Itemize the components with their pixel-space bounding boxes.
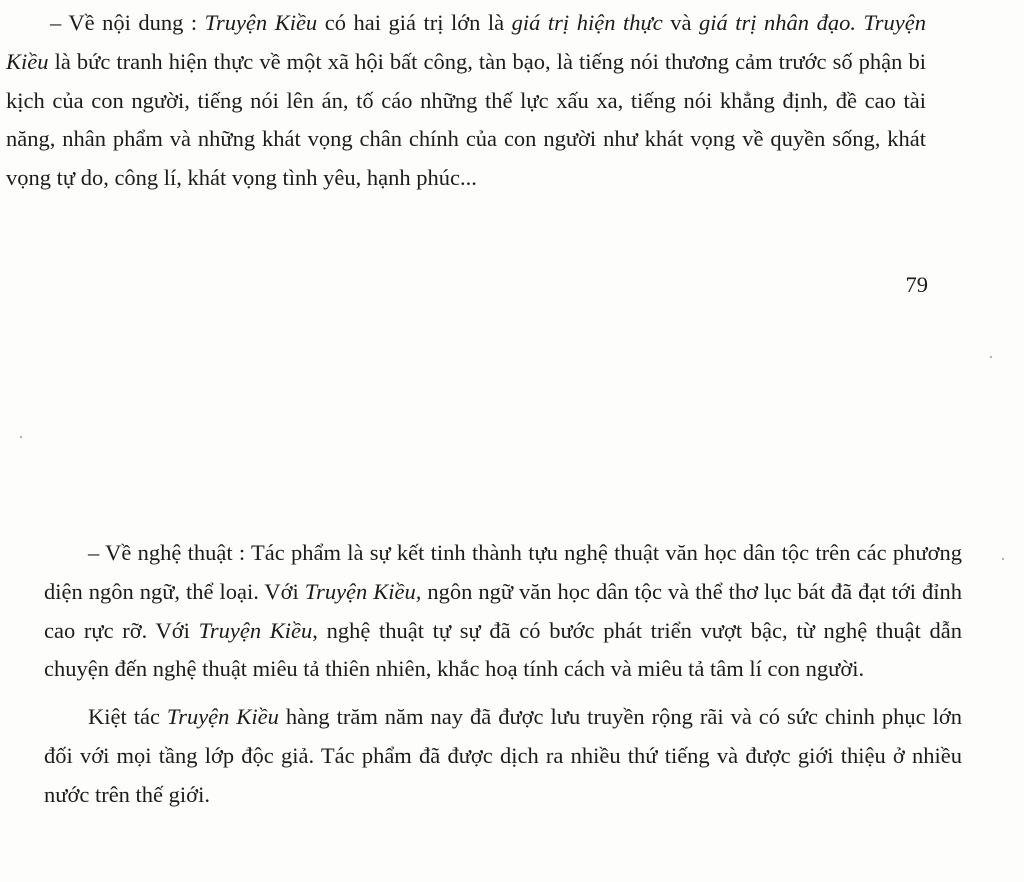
text-segment: Kiệt tác: [88, 704, 167, 730]
text-segment: có hai giá trị lớn là: [317, 10, 512, 35]
page-number: 79: [905, 272, 928, 297]
top-text-block: [6, 4, 926, 198]
paragraph-kiet-tac: [44, 698, 962, 814]
scan-speck: [990, 356, 992, 358]
bottom-text-block: [44, 534, 962, 815]
italic-text-segment: giá trị nhân đạo. Truyện Kiều: [6, 10, 926, 74]
text-segment: là bức tranh hiện thực về một xã hội bất công, tàn bạo, là tiếng nói thương cảm trước số phận bi kịch của con người, tiếng nói lên án, tố cáo những thế lực xấu xa, tiếng nói khẳng định, đề cao tài năng, nhân phẩm và những khát vọng chân chính của con người như khát vọng về quyền sống, khát vọng tự do, công lí, khát vọng tình yêu, hạnh phúc...: [6, 48, 926, 191]
scan-speck: [1002, 558, 1004, 560]
text-segment: – Về nội dung :: [50, 10, 205, 35]
italic-text-segment: giá trị hiện thực: [511, 10, 663, 35]
paragraph-noi-dung: [6, 4, 926, 198]
scan-speck: [20, 436, 22, 438]
text-segment: , nghệ thuật tự sự đã có bước phát triển vượt bậc, từ nghệ thuật dẫn chuyện đến nghệ thuật miêu tả thiên nhiên, khắc hoạ tính cách và miêu tả tâm lí con người.: [44, 617, 963, 682]
text-segment: hàng trăm năm nay đã được lưu truyền rộng rãi và có sức chinh phục lớn đối với mọi tầng lớp độc giả. Tác phẩm đã được dịch ra nhiều thứ tiếng và được giới thiệu ở nhiều nước trên thế giới.: [44, 704, 962, 807]
text-segment: và: [662, 10, 699, 35]
italic-text-segment: Truyện Kiều: [166, 704, 279, 730]
italic-text-segment: Truyện Kiều,: [304, 578, 422, 604]
paragraph-nghe-thuat: [44, 534, 962, 689]
text-segment: ngôn ngữ văn học dân tộc và thể thơ lục bát đã đạt tới đỉnh cao rực rỡ. Với: [44, 578, 962, 643]
italic-text-segment: Truyện Kiều: [198, 617, 313, 643]
italic-text-segment: Truyện Kiều: [204, 10, 318, 35]
text-segment: – Về nghệ thuật : Tác phẩm là sự kết tinh thành tựu nghệ thuật văn học dân tộc trên các phương diện ngôn ngữ, thể loại. Với: [44, 540, 962, 604]
